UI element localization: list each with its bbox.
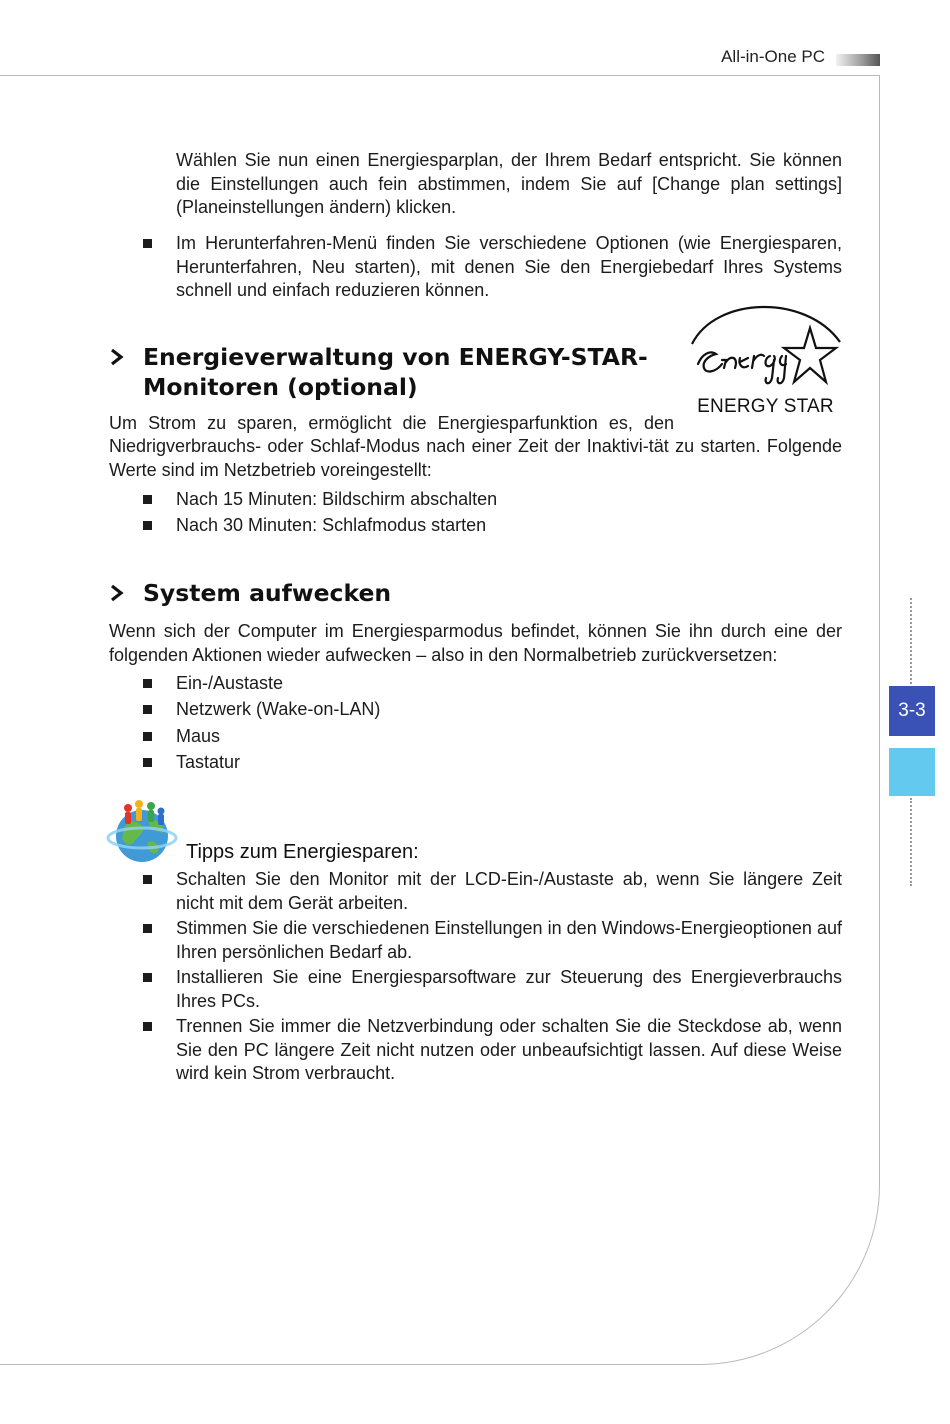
heading-line-2: Monitoren (optional)	[143, 373, 418, 401]
section-heading-wake	[109, 578, 709, 608]
square-bullet-icon	[143, 732, 152, 741]
square-bullet-icon	[143, 924, 152, 933]
square-bullet-icon	[143, 1022, 152, 1031]
tips-title: Tipps zum Energiesparen:	[186, 841, 419, 863]
side-tab-dotted-line-bottom	[910, 798, 912, 886]
energy-paragraph-line1: Um Strom zu sparen, ermöglicht die Energiesparfunktion es, den	[109, 413, 674, 433]
energy-star-caption: ENERGY STAR	[697, 396, 834, 417]
intro-paragraph: Wählen Sie nun einen Energiesparplan, der Ihrem Bedarf entspricht. Sie können die Einstellungen auch fein abstimmen, indem Sie auf [Change plan settings] (Planeinstellungen ändern) klicken.	[176, 150, 842, 217]
side-tab-dotted-line-top	[910, 598, 912, 684]
wake-bullet	[176, 725, 842, 749]
square-bullet-icon	[143, 705, 152, 714]
square-bullet-icon	[143, 679, 152, 688]
tips-bullet-text: Schalten Sie den Monitor mit der LCD-Ein-/Austaste ab, wenn Sie längere Zeit nicht mit dem Gerät arbeiten.	[176, 869, 842, 913]
wake-bullet-text: Tastatur	[176, 752, 241, 772]
chevron-right-icon	[109, 348, 125, 366]
wake-paragraph: Wenn sich der Computer im Energiesparmodus befindet, können Sie ihn durch eine der folgenden Aktionen wieder aufwecken – also in den Normalbetrieb zurückversetzen:	[109, 621, 842, 665]
intro-bullet-text: Im Herunterfahren-Menü finden Sie verschiedene Optionen (wie Energiesparen, Herunterfahren, Neu starten), mit denen Sie den Energiebedarf Ihres Systems schnell und einfach reduzieren können.	[176, 233, 842, 300]
square-bullet-icon	[143, 521, 152, 530]
energy-bullet	[176, 514, 842, 538]
section-heading-energy-star	[109, 342, 679, 402]
header-decor-bar	[836, 54, 880, 66]
wake-bullet	[176, 698, 842, 722]
page-number: 3-3	[898, 700, 926, 721]
side-tab-color-block	[889, 748, 935, 796]
tips-bullet	[176, 1015, 842, 1086]
heading-line-1: Energieverwaltung von ENERGY-STAR-	[143, 343, 648, 371]
tips-bullet	[176, 868, 842, 915]
energy-star-logo	[686, 298, 844, 396]
tips-bullet-text: Stimmen Sie die verschiedenen Einstellungen in den Windows-Energieoptionen auf Ihren persönlichen Bedarf ab.	[176, 918, 842, 962]
tips-bullet-text: Installieren Sie eine Energiesparsoftware zur Steuerung des Energieverbrauchs Ihres PCs.	[176, 967, 842, 1011]
intro-bullet	[176, 232, 842, 303]
energy-bullet-text: Nach 30 Minuten: Schlafmodus starten	[176, 515, 487, 535]
tips-bullet	[176, 966, 842, 1013]
energy-paragraph-rest: Niedrigverbrauchs- oder Schlaf-Modus nach einer Zeit der Inaktivi-tät zu starten. Folgende Werte sind im Netzbetrieb voreingestellt:	[109, 436, 842, 480]
header-title: All-in-One PC	[721, 47, 825, 66]
chevron-right-icon	[109, 584, 125, 602]
energy-bullet	[176, 488, 842, 512]
square-bullet-icon	[143, 758, 152, 767]
wake-bullet-text: Ein-/Austaste	[176, 673, 284, 693]
page-number-tab	[889, 686, 935, 736]
square-bullet-icon	[143, 875, 152, 884]
tips-bullet	[176, 917, 842, 964]
square-bullet-icon	[143, 495, 152, 504]
tips-bullet-text: Trennen Sie immer die Netzverbindung oder schalten Sie die Steckdose ab, wenn Sie den PC längere Zeit nicht nutzen oder unbeaufsichtigt lassen. Auf diese Weise wird kein Strom verbraucht.	[176, 1016, 842, 1083]
wake-bullet	[176, 672, 842, 696]
wake-bullet	[176, 751, 842, 775]
energy-bullet-text: Nach 15 Minuten: Bildschirm abschalten	[176, 489, 498, 509]
wake-bullet-text: Maus	[176, 726, 221, 746]
heading-text: System aufwecken	[143, 579, 392, 607]
square-bullet-icon	[143, 239, 152, 248]
square-bullet-icon	[143, 973, 152, 982]
globe-people-icon	[106, 798, 178, 866]
wake-bullet-text: Netzwerk (Wake-on-LAN)	[176, 699, 381, 719]
